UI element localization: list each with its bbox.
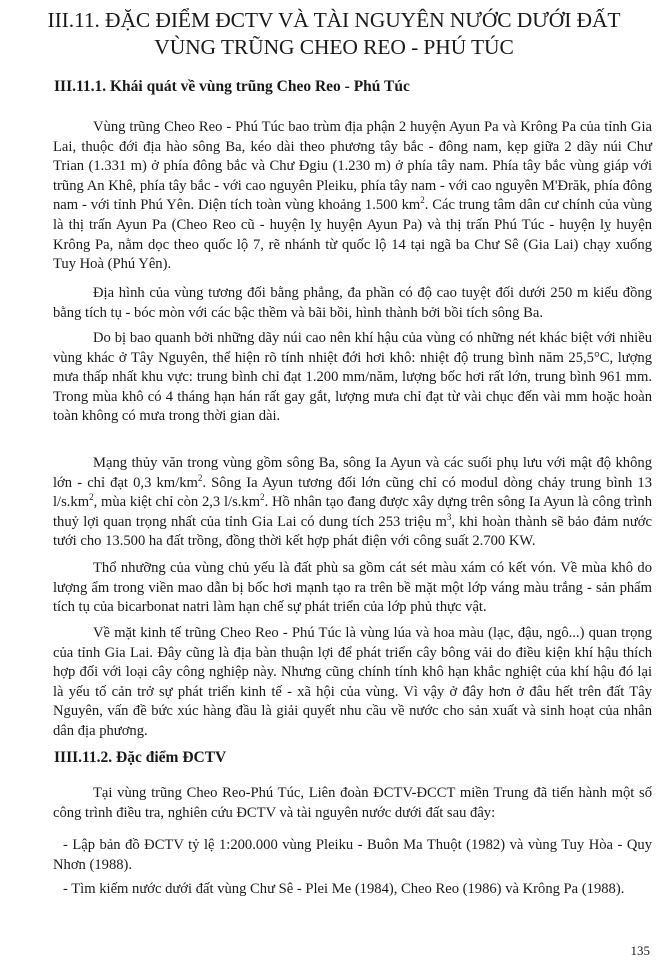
chapter-title-line-1: III.11. ĐẶC ĐIỂM ĐCTV VÀ TÀI NGUYÊN NƯỚC DƯỚI ĐẤT	[47, 8, 621, 32]
paragraph-text: Vùng trũng Cheo Reo - Phú Túc bao trùm địa phận 2 huyện Ayun Pa và Krông Pa của tỉnh Gia Lai, thuộc đới địa hào sông Ba, kéo dài theo phương tây bắc - đông nam, kẹp giữa 2 dãy núi Chư Trian (1.331 m) ở phía đông bắc và Chư Đgiu (1.230 m) ở phía tây nam. Phía tây bắc vùng giáp với trũng An Khê, phía tây bắc - với cao nguyên Pleiku, phía tây nam - với cao nguyên M'Đrăk, phía đông nam - với tỉnh Phú Yên. Diện tích toàn vùng khoảng 1.500 km	[53, 119, 652, 214]
chapter-title-line-2: VÙNG TRŨNG CHEO REO - PHÚ TÚC	[154, 35, 514, 59]
superscript: 2	[89, 492, 94, 503]
superscript: 2	[260, 492, 265, 503]
list-item-mapping: - Lập bản đồ ĐCTV tỷ lệ 1:200.000 vùng Pleiku - Buôn Ma Thuột (1982) và vùng Tuy Hòa - Quy Nhơn (1988).	[53, 837, 652, 873]
superscript: 2	[197, 472, 203, 483]
paragraph-studies-intro: Tại vùng trũng Cheo Reo-Phú Túc, Liên đoàn ĐCTV-ĐCCT miền Trung đã tiến hành một số công trình điều tra, nghiên cứu ĐCTV và tài nguyên nước dưới đất sau đây:	[53, 785, 652, 821]
paragraph-soil: Thổ nhưỡng của vùng chủ yếu là đất phù sa gồm cát sét màu xám có kết vón. Về mùa khô do lượng ẩm trong viền mao dẫn bị bốc hơi mạnh tạo ra trên bề mặt một lớp váng màu trắng - sản phẩm tích tụ của bicarbonat natri làm hạn chế sự phát triển của lớp phủ thực vật.	[53, 560, 652, 616]
list-item-exploration: - Tìm kiếm nước dưới đất vùng Chư Sê - Plei Me (1984), Cheo Reo (1986) và Krông Pa (1988).	[63, 881, 625, 897]
paragraph-terrain: Địa hình của vùng tương đối bằng phẳng, đa phần có độ cao tuyệt đối dưới 250 m kiểu đồng bằng tích tụ - bóc mòn với các bậc thềm và bãi bồi, hình thành bởi bồi tích sông Ba.	[53, 285, 652, 321]
paragraph-text: Mạng thủy văn trong vùng gồm sông Ba, sông Ia Ayun và các suối phụ lưu với mật độ không lớn - chỉ đạt 0,3 km/km	[53, 455, 652, 491]
paragraph-location	[53, 118, 652, 275]
paragraph-hydrology	[53, 454, 652, 552]
paragraph-text: . Sông Ia Ayun tương đối lớn cũng chỉ có modul dòng chảy trung bình 13 l/s.km	[53, 474, 652, 511]
section-heading-overview: III.11.1. Khái quát về vùng trũng Cheo Reo - Phú Túc	[54, 78, 410, 95]
paragraph-text: . Hồ nhân tạo đang được xây dựng trên sông Ia Ayun là công trình thuỷ lợi quan trọng nhất của tỉnh Gia Lai có dung tích 253 triệu m	[53, 494, 652, 530]
superscript: 3	[446, 511, 452, 522]
paragraph-economy: Về mặt kinh tế trũng Cheo Reo - Phú Túc là vùng lúa và hoa màu (lạc, đậu, ngô...) quan trọng của tỉnh Gia Lai. Đây cũng là địa bàn thuận lợi để phát triển cây bông vải do điều kiện khí hậu thích hợp đối với loại cây công nghiệp này. Nhưng cũng chính tính khô hạn khắc nghiệt của khí hậu đó lại là yếu tố cản trở sự phát triển kinh tế - xã hội của vùng. Vì vậy ở đây hơn ở đâu hết trên đất Tây Nguyên, vấn đề bức xúc hàng đầu là giải quyết nhu cầu về nước cho sản xuất và sinh hoạt của nhân dân địa phương.	[53, 625, 652, 739]
superscript: 2	[420, 195, 425, 206]
paragraph-text: , khi hoàn thành sẽ bảo đảm nước tưới cho 13.500 ha đất trồng, đồng thời kết hợp phát điện với công suất 2.700 KW.	[53, 513, 652, 550]
section-heading-hydrogeology: IIII.11.2. Đặc điểm ĐCTV	[54, 749, 227, 766]
paragraph-text: . Các trung tâm dân cư chính của vùng là thị trấn Ayun Pa (Cheo Reo cũ - huyện lỵ huyện Ayun Pa) và thị trấn Phú Túc - huyện lỵ huyện Krông Pa, nằm dọc theo quốc lộ 7, rẽ nhánh từ quốc lộ 14 tại ngã ba Chư Sê (Gia Lai) chạy xuống Tuy Hoà (Phú Yên).	[53, 197, 652, 273]
paragraph-text: , mùa kiệt chỉ còn 2,3 l/s.km	[93, 494, 261, 511]
paragraph-climate: Do bị bao quanh bởi những dãy núi cao nên khí hậu của vùng có những nét khác biệt với nhiều vùng khác ở Tây Nguyên, thể hiện rõ tính nhiệt đới hơi khô: nhiệt độ trung bình năm 25,5°C, lượng mưa thấp nhất khu vực: trung bình chỉ đạt 1.200 mm/năm, lượng bốc hơi rất lớn, trung bình 961 mm. Trong mùa khô có 4 tháng hạn hán rất gay gắt, lượng mưa chỉ đạt từ vài chục đến vài mm hoặc hoàn toàn không có mưa trong thời gian dài.	[53, 330, 652, 425]
page-number: 135	[630, 943, 650, 958]
